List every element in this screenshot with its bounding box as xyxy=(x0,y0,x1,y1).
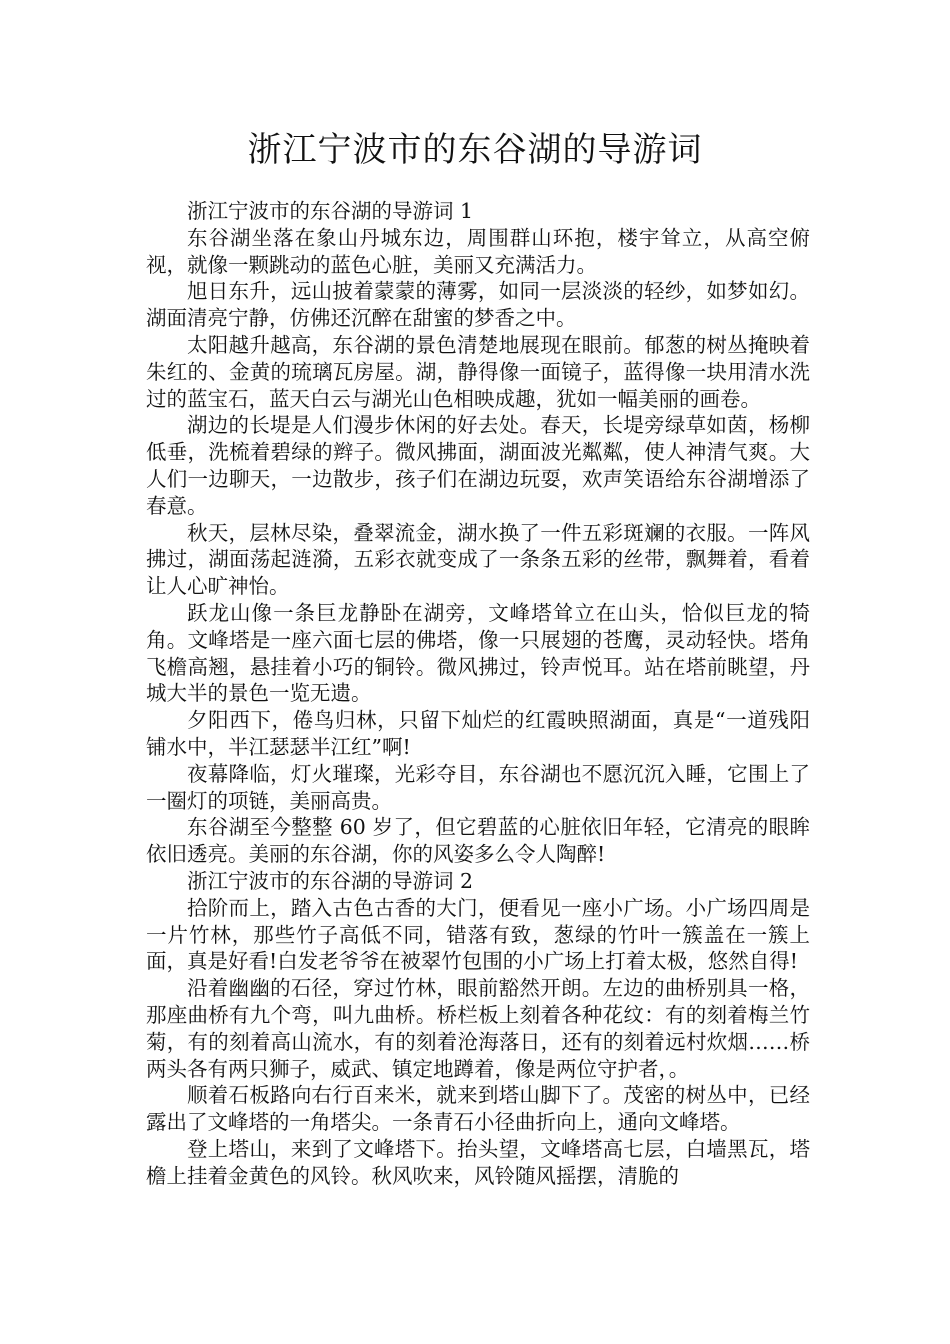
paragraph: 湖边的长堤是人们漫步休闲的好去处。春天，长堤旁绿草如茵，杨柳低垂，洗梳着碧绿的辫子。微风拂面，湖面波光粼粼，使人神清气爽。大人们一边聊天，一边散步，孩子们在湖边玩耍，欢声笑语给东谷湖增添了春意。 xyxy=(146,413,810,518)
paragraph: 夕阳西下，倦鸟归林，只留下灿烂的红霞映照湖面，真是“一道残阳铺水中，半江瑟瑟半江红”啊! xyxy=(146,708,810,759)
section-heading-2: 浙江宁波市的东谷湖的导游词 2 xyxy=(187,868,474,893)
document-body xyxy=(146,198,810,1189)
paragraph: 东谷湖至今整整 60 岁了，但它碧蓝的心脏依旧年轻，它清亮的眼眸依旧透亮。美丽的东谷湖，你的风姿多么令人陶醉! xyxy=(146,815,810,867)
paragraph: 东谷湖坐落在象山丹城东边，周围群山环抱，楼宇耸立，从高空俯视，就像一颗跳动的蓝色心脏，美丽又充满活力。 xyxy=(146,225,810,277)
document-title: 浙江宁波市的东谷湖的导游词 xyxy=(247,130,703,170)
paragraph: 秋天，层林尽染，叠翠流金，湖水换了一件五彩斑斓的衣服。一阵风拂过，湖面荡起涟漪，五彩衣就变成了一条条五彩的丝带，飘舞着，看着让人心旷神怡。 xyxy=(146,520,810,599)
paragraph: 夜幕降临，灯火璀璨，光彩夺目，东谷湖也不愿沉沉入睡，它围上了一圈灯的项链，美丽高贵。 xyxy=(146,761,810,813)
paragraph: 登上塔山，来到了文峰塔下。抬头望，文峰塔高七层，白墙黑瓦，塔檐上挂着金黄色的风铃。秋风吹来，风铃随风摇摆，清脆的 xyxy=(146,1136,810,1188)
paragraph: 太阳越升越高，东谷湖的景色清楚地展现在眼前。郁葱的树丛掩映着朱红的、金黄的琉璃瓦房屋。湖，静得像一面镜子，蓝得像一块用清水洗过的蓝宝石，蓝天白云与湖光山色相映成趣，犹如一幅美丽的画卷。 xyxy=(146,332,810,411)
paragraph: 跃龙山像一条巨龙静卧在湖旁，文峰塔耸立在山头，恰似巨龙的犄角。文峰塔是一座六面七层的佛塔，像一只展翅的苍鹰，灵动轻快。塔角飞檐高翘，悬挂着小巧的铜铃。微风拂过，铃声悦耳。站在塔前眺望，丹城大半的景色一览无遗。 xyxy=(146,600,810,706)
section-heading-1: 浙江宁波市的东谷湖的导游词 1 xyxy=(187,199,474,223)
paragraph: 旭日东升，远山披着蒙蒙的薄雾，如同一层淡淡的轻纱，如梦如幻。湖面清亮宁静，仿佛还沉醉在甜蜜的梦香之中。 xyxy=(146,279,810,331)
paragraph: 顺着石板路向右行百来米，就来到塔山脚下了。茂密的树丛中，已经露出了文峰塔的一角塔尖。一条青石小径曲折向上，通向文峰塔。 xyxy=(146,1083,810,1135)
paragraph: 沿着幽幽的石径，穿过竹林，眼前豁然开朗。左边的曲桥别具一格，那座曲桥有九个弯，叫九曲桥。桥栏板上刻着各种花纹：有的刻着梅兰竹菊，有的刻着高山流水，有的刻着沧海落日，还有的刻着远村炊烟……桥两头各有两只狮子，威武、镇定地蹲着，像是两位守护者，。 xyxy=(146,976,810,1081)
paragraph: 拾阶而上，踏入古色古香的大门，便看见一座小广场。小广场四周是一片竹林，那些竹子高低不同，错落有致，葱绿的竹叶一簇盖在一簇上面，真是好看!白发老爷爷在被翠竹包围的小广场上打着太极，悠然自得! xyxy=(146,895,810,974)
